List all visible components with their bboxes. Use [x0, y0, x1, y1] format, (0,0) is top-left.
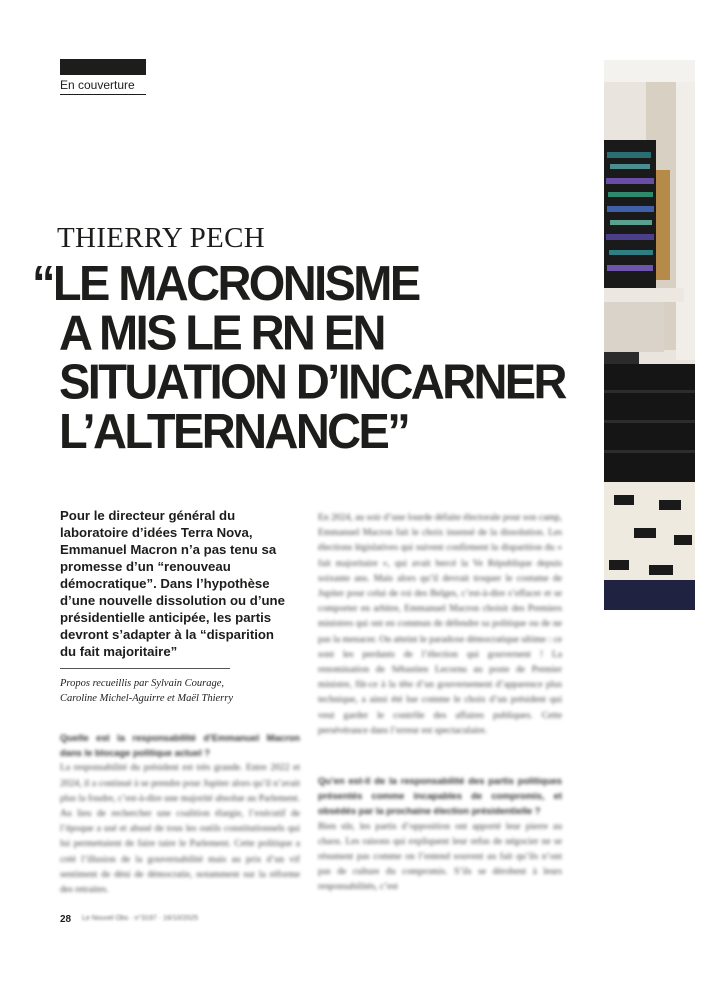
- photo-illustration: [604, 60, 695, 610]
- interview-credit: [60, 676, 290, 706]
- body-column-right-top: [318, 510, 562, 738]
- page-number: 28: [60, 914, 72, 925]
- rubric-rule: [60, 94, 146, 95]
- body-column-left: [60, 730, 300, 897]
- headline: [32, 254, 592, 459]
- headline-line-4: L’ALTERNANCE”: [59, 402, 409, 459]
- headline-line-1: “LE MACRONISME: [32, 254, 419, 311]
- section-rubric: En couverture: [60, 78, 135, 92]
- answer-1: La responsabilité du président est très grande. Entre 2022 et 2024, il a continué à se prendre pour Jupiter alors qu’il n’avait plus la foudre, c’est-à-dire une majorité absolue au Parlement. Au lieu de rechercher une coalition élargie, l’exécutif de l’époque a usé et abusé de tous les outils constitutionnels qui lui permettaient de faire taire le Parlement. Cette politique a créé l’illusion de la gouvernabilité mais au prix d’un vif sentiment de déni de démocratie, notamment sur la réforme des retraites.: [60, 762, 300, 896]
- headline-line-3: SITUATION D’INCARNER: [59, 353, 565, 410]
- interviewee-name: THIERRY PECH: [57, 222, 265, 254]
- credit-rule: [60, 668, 230, 669]
- question-1: Quelle est la responsabilité d’Emmanuel Macron dans le blocage politique actuel ?: [60, 732, 300, 759]
- rubric-bar: [60, 59, 146, 75]
- portrait-photo: [604, 60, 695, 610]
- headline-line-2: A MIS LE RN EN: [59, 304, 384, 360]
- body-column-right-bottom: [318, 773, 562, 895]
- answer-1-continued: En 2024, au soir d’une lourde défaite électorale pour son camp, Emmanuel Macron fait le choix insensé de la dissolution. Les élections législatives qui suivent confirment la disparition du « fait majoritaire », qui avait bercé la Ve République depuis soixante ans. Mais alors qu’il devrait troquer le costume de Jupiter pour celui de roi des Belges, c’est-à-dire s’effacer et se comporter en arbitre, Emmanuel Macron choisit des Premiers ministres qui ont en commun de défendre sa politique ou de ne pas la menacer. On atteint le paradoxe démocratique ultime : ce sont les perdants de l’élection qui gouvernent ! La renomination de Sébastien Lecornu au poste de Premier ministre, fût-ce à la tête d’un gouvernement d’apparence plus technique, a ainsi été lue comme le choix d’un président qui veut garder le contrôle des affaires publiques. Cette persévérance dans l’erreur est spectaculaire.: [318, 512, 562, 736]
- credit-line-2: Caroline Michel-Aguirre et Maël Thierry: [60, 693, 234, 704]
- lead-paragraph: Pour le directeur général du laboratoire d’idées Terra Nova, Emmanuel Macron n’a pas tenu sa promesse d’un “renouveau démocratique”. Dans l’hypothèse d’une nouvelle dissolution ou d’une présidentielle anticipée, les partis devront s’adapter à la “disparition du fait majoritaire”: [60, 508, 285, 659]
- question-2: Qu’en est-il de la responsabilité des partis politiques présentés comme incapables de compromis, et obsédés par la prochaine élection présidentielle ?: [318, 775, 562, 817]
- credit-line-1: Propos recueillis par Sylvain Courage,: [60, 678, 224, 689]
- folio-meta: Le Nouvel Obs · n°3197 · 16/10/2025: [82, 915, 199, 922]
- answer-2: Bien sûr, les partis d’opposition ont apporté leur pierre au chaos. Les raisons qui expliquent leur refus de négocier ne se résument pas comme on l’entend souvent au fait qu’ils n’ont pas de culture du compromis. S’ils se dérobent à leurs responsabilités, c’est: [318, 820, 562, 893]
